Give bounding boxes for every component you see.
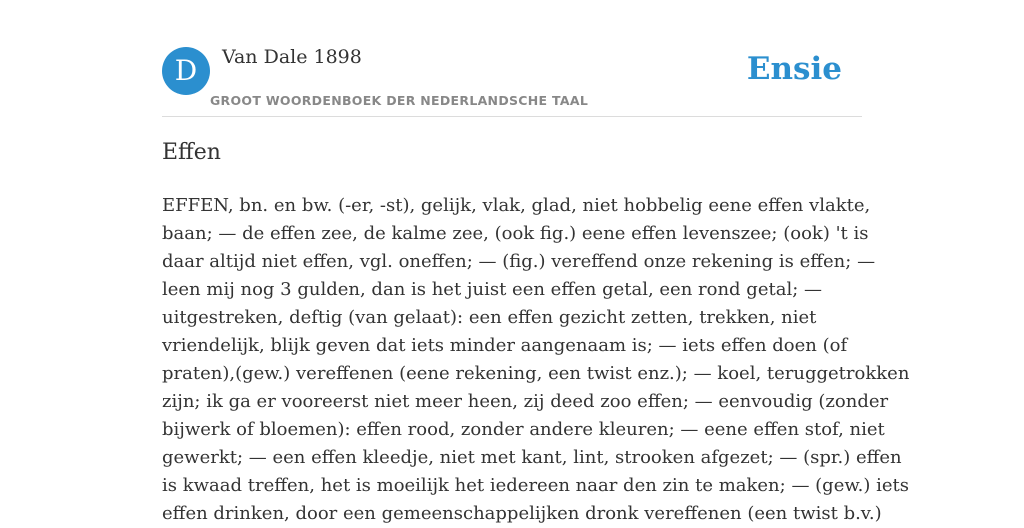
site-header [162, 46, 862, 117]
definition-line: effen drinken, door een gemeenschappelijken dronk vereffenen (een twist b.v.) [162, 503, 882, 524]
entry-definition [162, 192, 910, 528]
definition-line: bijwerk of bloemen): effen rood, zonder andere kleuren; — eene effen stof, niet [162, 419, 885, 440]
dictionary-title[interactable]: Van Dale 1898 [222, 46, 362, 68]
definition-line: praten),(gew.) vereffenen (eene rekening, een twist enz.); — koel, teruggetrokken [162, 363, 910, 384]
definition-line: vriendelijk, blijk geven dat iets minder aangenaam is; — iets effen doen (of [162, 335, 848, 356]
dictionary-subtitle: GROOT WOORDENBOEK DER NEDERLANDSCHE TAAL [210, 93, 589, 108]
definition-line: leen mij nog 3 gulden, dan is het juist een effen getal, een rond getal; — [162, 279, 822, 300]
definition-line: daar altijd niet effen, vgl. oneffen; — (fig.) vereffend onze rekening is effen; — [162, 251, 876, 272]
dictionary-logo[interactable]: D [162, 47, 210, 95]
definition-line: zijn; ik ga er vooreerst niet meer heen, zij deed zoo effen; — eenvoudig (zonder [162, 391, 889, 412]
definition-line: EFFEN, bn. en bw. (-er, -st), gelijk, vlak, glad, niet hobbelig eene effen vlakte, [162, 195, 871, 216]
ensie-brand-logo[interactable]: Ensie [746, 51, 842, 87]
definition-line: uitgestreken, deftig (van gelaat): een effen gezicht zetten, trekken, niet [162, 307, 817, 328]
definition-line: gewerkt; — een effen kleedje, niet met kant, lint, strooken afgezet; — (spr.) effen [162, 447, 902, 468]
entry-headword: Effen [162, 140, 221, 165]
definition-line: is kwaad treffen, het is moeilijk het iedereen naar den zin te maken; — (gew.) iets [162, 475, 909, 496]
definition-line: baan; — de effen zee, de kalme zee, (ook fig.) eene effen levenszee; (ook) 't is [162, 223, 869, 244]
